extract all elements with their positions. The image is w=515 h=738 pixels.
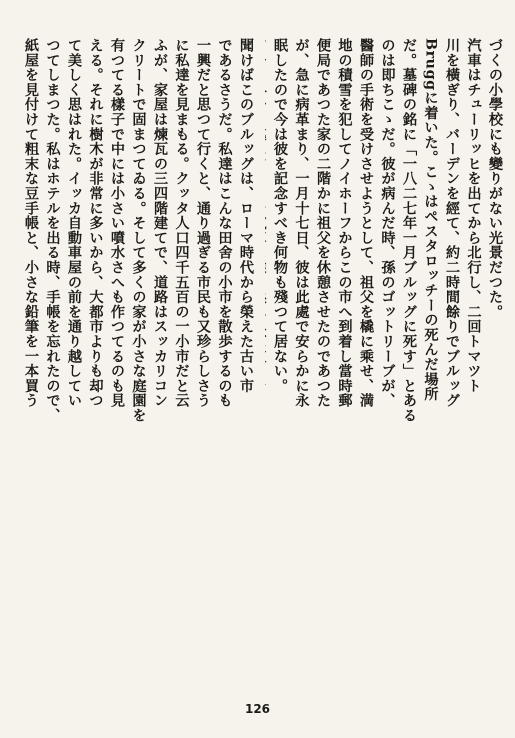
text-column: 有つてる樣子で中には小さい噴水さへも作つてるのも見 xyxy=(109,38,125,408)
text-column: づくの小學校にも變りがない光景だつた。 xyxy=(487,38,503,320)
text-column: 便局であつた家の二階かに祖父を休憩させたのであつた xyxy=(315,38,331,408)
left-text-block xyxy=(18,38,256,698)
text-column xyxy=(18,38,20,698)
text-column: 眠したので今は彼を記念すべき何物も殘つて居ない。 xyxy=(272,38,288,394)
text-column xyxy=(265,38,269,698)
page-number: 126 xyxy=(244,702,271,716)
text-column: える。それに樹木が非常に多いから、大都市よりも却つ xyxy=(87,38,104,408)
text-column: ふが、家屋は煉瓦の三四階建てで、道路はスッカリコン xyxy=(152,38,168,408)
text-column: だ。墓碑の銘に「一八二七年一月ブルッグに死す」とある xyxy=(401,38,417,423)
text-column: のは即ちこゝだ。彼が病んだ時、孫のゴットリーブが、 xyxy=(379,38,396,408)
text-column: 醫師の手術を受けさせようとして、祖父を橇に乘せ、満 xyxy=(358,38,374,408)
right-text-block xyxy=(265,38,505,698)
text-column: が、急に病革まり、一月十七日、彼は此處で安らかに永 xyxy=(293,38,310,408)
text-column: 聞けばこのブルッグは、ローマ時代から榮えた古い市 xyxy=(238,38,254,394)
column-gutter xyxy=(258,30,259,700)
text-column: Bruggに着いた。こゝはペスタロッチーの死んだ場所 xyxy=(422,38,439,402)
text-column: クリートで固まつてゐる。そして多くの家が小さな庭園を xyxy=(130,38,147,423)
text-column: 汽車はチューリッヒを出てから北行し、二回トマツト xyxy=(465,38,482,394)
text-column: 川を橫ぎり、バーデンを經て、約二時間餘りでブルッグ xyxy=(444,38,460,408)
text-column: 地の積雪を犯してノイホーフからこの市へ到着し當時郵 xyxy=(336,38,353,408)
text-column: に私達を見まもる。クッタ人口四千五百の一小市だと云 xyxy=(173,38,190,408)
text-column: つてしまつた。私はホテルを出る時、手帳を忘れたので、 xyxy=(44,38,61,423)
text-column: であるさうだ。私達はこんな田舍の小市を散歩するのも xyxy=(216,38,233,408)
text-column: て美しく思はれた。イッカ自動車屋の前を通り越してい xyxy=(66,38,82,408)
text-column: 一興だと思つて行くと、通り過ぎる市民も又珍らしさう xyxy=(195,38,211,408)
text-column: 紙屋を見付けて粗末な豆手帳と、小さな鉛筆を一本買う xyxy=(23,38,39,408)
